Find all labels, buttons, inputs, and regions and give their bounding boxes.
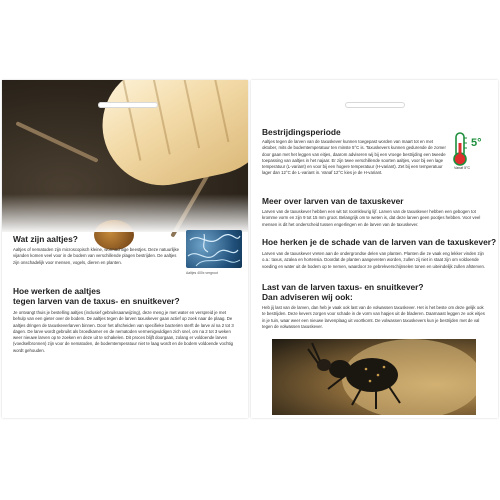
paragraph-bestrijdingsperiode: Aaltjes tegen de larven van de taxuskever kunnen toegepast worden van maart tot en met oktober, mits de bodemtemperatuur ten minste 5°C is. Taxuskevers kunnen gedurende de zomer door gaan met het leggen van eitjes, daarom adviseren wij bij een vroege bestrijding een tweede toepassing van aaltjes in het najaar. Er zijn twee verschillende soorten aaltjes, voor bij een lage temperatuur (L-variant) en voor bij een hogere temperatuur (H-variant). Zet bij een temperatuur lager dan 12°C de L-variant in. Vanaf 12°C kies je de H-variant. [262, 139, 446, 176]
heading-meer-over-larven: Meer over larven van de taxuskever [262, 196, 404, 206]
heading-wat-zijn-aaltjes: Wat zijn aaltjes? [13, 234, 78, 244]
paragraph-hoe-werken: Je ontvangt thuis je bestelling aaltjes (inclusief gebruiksaanwijzing), deze meng je met water en verspreid je met behulp van een gieter over de bodem. De aaltjes tegen de larven taxuskever gaan actief op zoek naar de plaag. De aaltjes dringen de taxuskeverlarven binnen. Door het afscheiden van specifieke bacteriën sterft de larve al na 2 tot 3 dagen. De larve wordt gebruikt als broedkamer en de nematoden vermenigvuldigen zich snel, om na 2 tot 3 weken weer nieuwe larven op te zoeken en deze uit te schakelen. Dit proces blijft doorgaan, zolang er voldoende larven (voedselbronnen) zijn voor de nematoden, de bodemtemperatuur niet te laag wordt en de bodem voldoende vochtig wordt gehouden. [13, 310, 234, 353]
hanger-slot [98, 102, 158, 108]
paragraph-aaltjes: Aaltjes of nematoden zijn microscopisch kleine, wormachtige beestjes. Deze natuurlijke vijanden komen veel voor in de bodem van verschillende plagen bestrijden. De aaltjes zijn onschadelijk voor mensen, vogels, dieren en planten. [13, 247, 179, 265]
thermometer-icon [449, 129, 489, 169]
heading-last-van-larven [262, 282, 424, 302]
heading-line: Last van de larven taxus- en snuitkever? [262, 282, 424, 292]
therm-value: 5° [471, 137, 482, 149]
paragraph-meer-over-larven: Larven van de taxuskever hebben een wit tot roomkleurig lijf. Larven van de taxuskever hebben een gebogen tot kromme vorm en zijn 9 tot 15 mm groot. Belangrijk om te weten is, dat deze larven geen pootjes hebben. Voor veel mensen is dit het onderscheid tussen engerlingen en de larven van de taxuskever. [262, 209, 481, 227]
heading-bestrijdingsperiode: Bestrijdingsperiode [262, 127, 341, 137]
left-card [2, 80, 248, 418]
heading-line: tegen larven van de taxus- en snuitkever? [13, 296, 180, 306]
heading-line: Dan adviseren wij ook: [262, 292, 353, 302]
heading-hoe-herken-schade: Hoe herken je de schade van de larven van de taxuskever? [262, 237, 497, 247]
heading-line: Hoe werken de aaltjes [13, 286, 101, 296]
nematode-microscope-image [186, 230, 242, 268]
right-card [251, 80, 498, 418]
therm-caption: Vanaf 5°C [454, 166, 471, 170]
paragraph-last-van-larven: Heb jij last van de larven, dan heb je vaak ook last van de volwassen taxuskever. Het is het beste om deze gelijk ook te bestrijden. Deze kevers zorgen voor schade in de vorm van hapjes uit de bladeren. Daarnaast leggen ze ook eitjes in je tuin, waar weer een nieuwe larvenplaag uit voortkomt. De volwassen taxuskevers kun je bestrijden met de val tegen de volwassen taxuskever. [262, 305, 485, 329]
paragraph-hoe-herken-schade: Larven van de taxuskever vreten aan de ondergrondse delen van planten. Planten die ze vaak eng lekker vinden zijn o.a.: taxus, azalea en hortensia. Doordat de planten aangevreten worden, zullen zij niet in staat zijn om voldoende voeding en water uit de bodem op te nemen, waardoor ze gebrekverschijnselen tonen en uiteindelijk zullen afsterven. [262, 251, 486, 269]
beetle-photo [272, 339, 476, 415]
microscope-caption: Aaltjes 400x vergroot [186, 271, 218, 275]
hanger-slot [345, 102, 405, 108]
heading-hoe-werken-aaltjes [13, 286, 180, 306]
